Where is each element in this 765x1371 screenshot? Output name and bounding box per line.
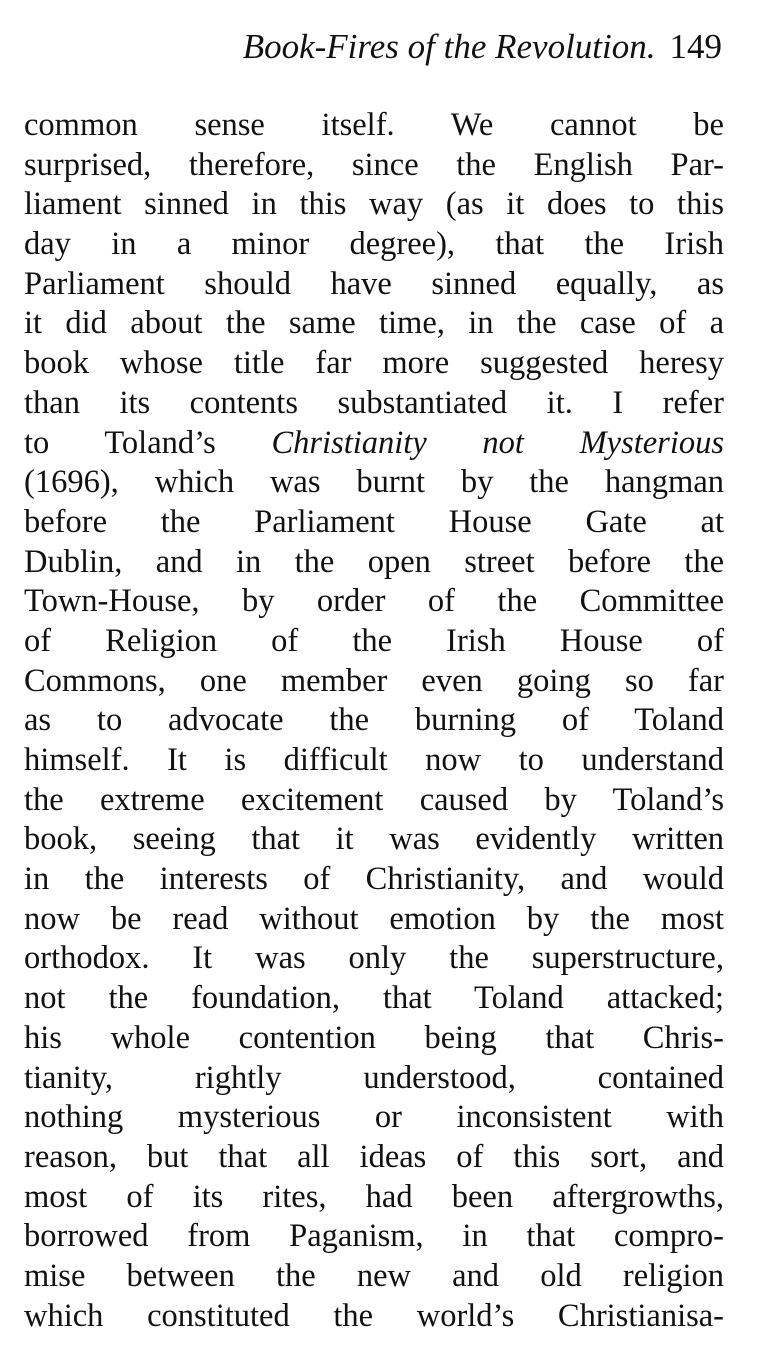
text-line-20: in the interests of Christianity, and would xyxy=(24,861,724,898)
text-line-5: Parliament should have sinned equally, as xyxy=(24,265,724,302)
text-line-9-lead: to Toland’s xyxy=(24,424,216,461)
text-line-23: not the foundation, that Toland attacked; xyxy=(24,980,724,1017)
text-line-17: himself. It is difficult now to understand xyxy=(24,742,724,778)
text-line-10: (1696), which was burnt by the hangman xyxy=(24,464,724,501)
text-line-27: reason, but that all ideas of this sort, and xyxy=(24,1138,724,1175)
text-line-21: now be read without emotion by the most xyxy=(24,900,724,937)
text-line-16: as to advocate the burning of Toland xyxy=(24,702,724,739)
text-line-29: borrowed from Paganism, in that compro- xyxy=(24,1218,724,1255)
book-title: Christianity not Mysterious xyxy=(271,424,724,461)
text-line-9 xyxy=(24,424,724,464)
text-line-12: Dublin, and in the open street before the xyxy=(24,543,724,580)
text-line-31: which constituted the world’s Christianisa- xyxy=(24,1297,724,1334)
text-line-19: book, seeing that it was evidently written xyxy=(24,821,724,858)
text-line-24: his whole contention being that Chris- xyxy=(24,1019,724,1056)
text-line-6: it did about the same time, in the case of a xyxy=(24,305,724,342)
text-line-18: the extreme excitement caused by Toland’s xyxy=(24,781,724,818)
text-line-15: Commons, one member even going so far xyxy=(24,662,724,699)
text-line-8: than its contents substantiated it. I refer xyxy=(24,384,724,421)
text-line-4: day in a minor degree), that the Irish xyxy=(24,226,724,263)
text-line-13: Town-House, by order of the Committee xyxy=(24,583,724,620)
text-line-14: of Religion of the Irish House of xyxy=(24,622,724,659)
text-line-22: orthodox. It was only the superstructure, xyxy=(24,940,724,977)
text-line-11: before the Parliament House Gate at xyxy=(24,503,724,540)
text-line-1: common sense itself. We cannot be xyxy=(24,107,724,143)
text-line-3: liament sinned in this way (as it does to this xyxy=(24,186,724,223)
body-text xyxy=(24,106,724,1336)
text-line-30: mise between the new and old religion xyxy=(24,1257,724,1294)
running-title: Book-Fires of the Revolution. xyxy=(242,27,656,66)
text-line-25: tianity, rightly understood, contained xyxy=(24,1059,724,1096)
text-line-2: surprised, therefore, since the English Par- xyxy=(24,146,724,183)
text-line-26: nothing mysterious or inconsistent with xyxy=(24,1099,724,1136)
text-line-28: most of its rites, had been aftergrowths, xyxy=(24,1178,724,1215)
page-number: 149 xyxy=(669,27,722,66)
text-line-7: book whose title far more suggested heresy xyxy=(24,345,724,382)
running-head xyxy=(0,22,722,72)
